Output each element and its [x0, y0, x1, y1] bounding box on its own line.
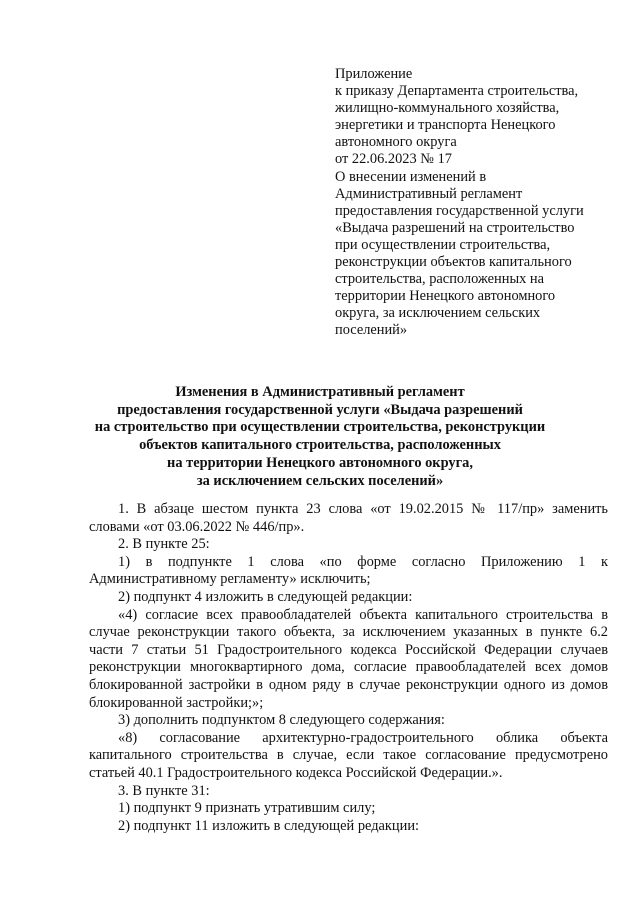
- body-paragraph: 2) подпункт 4 изложить в следующей редакции:: [118, 588, 413, 605]
- appendix-line: автономного округа: [335, 134, 457, 151]
- title-line: на территории Ненецкого автономного округа,: [167, 454, 473, 471]
- appendix-line: от 22.06.2023 № 17: [335, 151, 452, 168]
- appendix-line: при осуществлении строительства,: [335, 236, 551, 253]
- body-paragraph: 2) подпункт 11 изложить в следующей редакции:: [118, 817, 420, 834]
- body-paragraph: 1) подпункт 9 признать утратившим силу;: [118, 800, 376, 817]
- appendix-line: «Выдача разрешений на строительство: [335, 219, 575, 236]
- appendix-line: строительства, расположенных на: [335, 271, 545, 288]
- appendix-header: [335, 66, 625, 340]
- body-paragraph: 3) дополнить подпунктом 8 следующего содержания:: [118, 712, 445, 729]
- appendix-line: предоставления государственной услуги: [335, 202, 584, 219]
- body-paragraph: 1. В абзаце шестом пункта 23 слова «от 19.02.2015 № 117/пр» заменить словами «от 03.06.2022 № 446/пр».: [89, 501, 608, 535]
- body-paragraph: 2. В пункте 25:: [118, 536, 210, 553]
- title-line: предоставления государственной услуги «Выдача разрешений: [117, 401, 523, 418]
- document-body: [89, 501, 608, 835]
- title-line: Изменения в Административный регламент: [175, 384, 465, 400]
- body-paragraph: 1) в подпункте 1 слова «по форме согласно Приложению 1 к Административному регламенту» исключить;: [89, 553, 608, 588]
- appendix-line: реконструкции объектов капитального: [335, 254, 572, 271]
- body-paragraph: 3. В пункте 31:: [118, 782, 210, 799]
- appendix-line: Приложение: [335, 66, 413, 82]
- appendix-line: к приказу Департамента строительства,: [335, 83, 579, 100]
- appendix-line: округа, за исключением сельских: [335, 305, 541, 322]
- appendix-line: территории Ненецкого автономного: [335, 288, 556, 305]
- title-line: объектов капитального строительства, расположенных: [139, 437, 501, 454]
- appendix-line: О внесении изменений в: [335, 168, 487, 185]
- appendix-line: поселений»: [335, 322, 408, 339]
- body-paragraph: «4) согласие всех правообладателей объекта капитального строительства в случае реконструкции такого объекта, за исключением указанных в пункте 6.2 части 7 статьи 51 Градостроительного кодекса Российской Федерации случаев реконструкции многоквартирного дома, согласие правообладателей всех домов блокированной застройки в одном ряду в случае реконструкции одного из домов блокированной застройки;»;: [89, 606, 608, 711]
- title-line: за исключением сельских поселений»: [196, 472, 444, 489]
- appendix-line: жилищно-коммунального хозяйства,: [335, 100, 560, 117]
- document-title: [0, 384, 640, 490]
- appendix-line: энергетики и транспорта Ненецкого: [335, 117, 556, 134]
- appendix-line: Административный регламент: [335, 185, 523, 202]
- title-line: на строительство при осуществлении строительства, реконструкции: [94, 419, 546, 436]
- body-paragraph: «8) согласование архитектурно-градостроительного облика объекта капитального строительства в случае, если такое согласование предусмотрено статьей 40.1 Градостроительного кодекса Российской Федерации.».: [89, 729, 608, 781]
